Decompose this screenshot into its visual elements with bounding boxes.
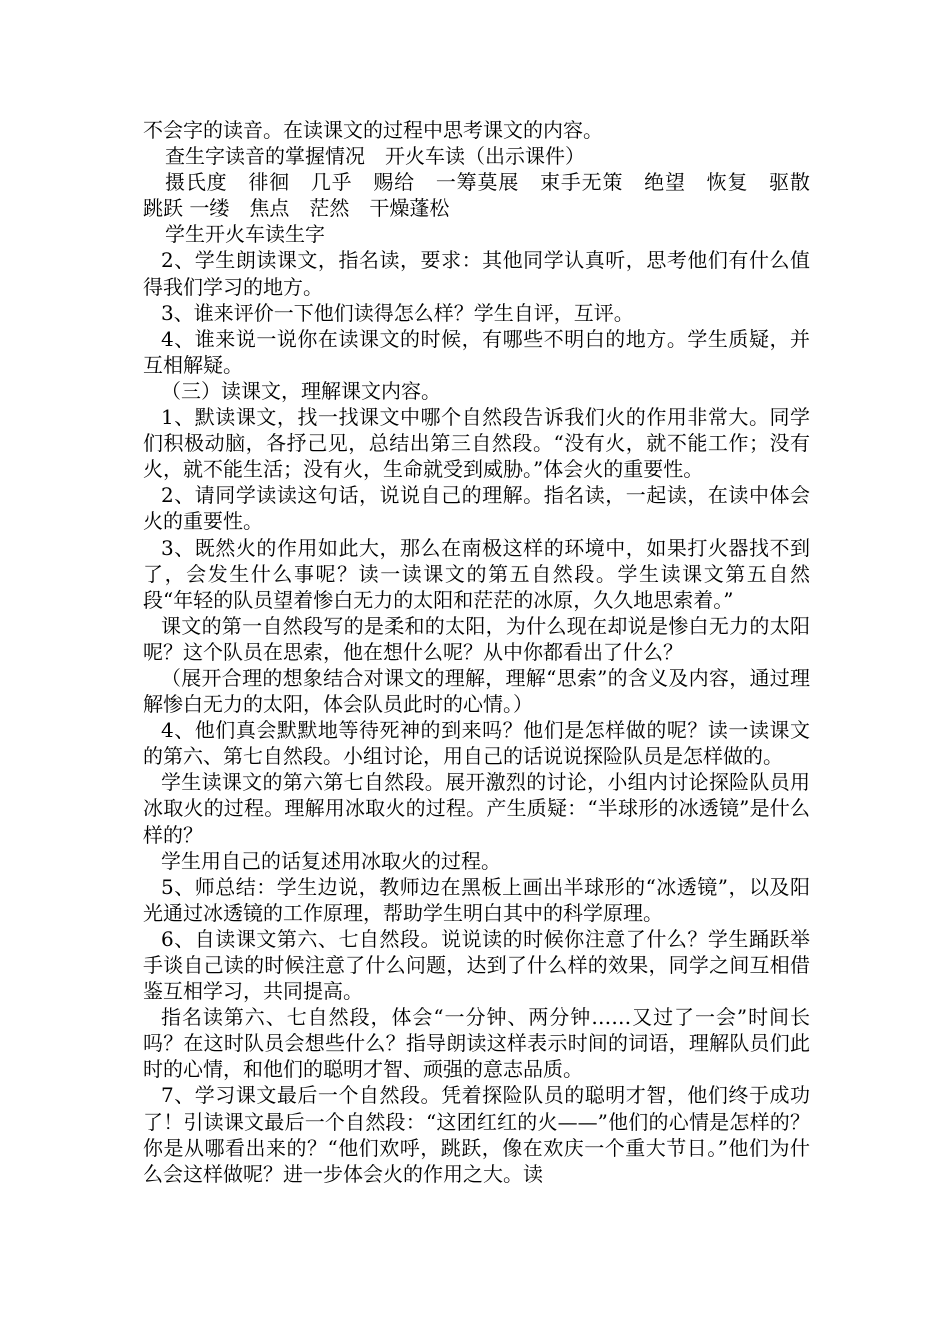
paragraph: 2、请同学读读这句话，说说自己的理解。指名读，一起读，在读中体会火的重要性。 xyxy=(143,483,810,534)
section-heading: （三）读课文，理解课文内容。 xyxy=(161,378,441,403)
paragraph: 7、学习课文最后一个自然段。凭着探险队员的聪明才智，他们终于成功了！引读课文最后一个自然段：“这团红红的火——”他们的心情是怎样的？你是从哪看出来的？“他们欢呼，跳跃，像在欢庆一个重大节日。”他们为什么会这样做呢？进一步体会火的作用之大。读 xyxy=(143,1083,810,1186)
paragraph: （展开合理的想象结合对课文的理解，理解“思索”的含义及内容，通过理解惨白无力的太阳，体会队员此时的心情。） xyxy=(143,665,810,717)
paragraph: 2、学生朗读课文，指名读，要求：其他同学认真听，思考他们有什么值得我们学习的地方。 xyxy=(143,248,810,299)
document-body xyxy=(143,117,830,1187)
paragraph: 学生读课文的第六第七自然段。展开激烈的讨论，小组内讨论探险队员用冰取火的过程。理解用冰取火的过程。产生质疑：“半球形的冰透镜”是什么样的？ xyxy=(143,770,810,847)
paragraph: 查生字读音的掌握情况 开火车读（出示课件） xyxy=(165,144,585,169)
paragraph: 5、师总结：学生边说，教师边在黑板上画出半球形的“冰透镜”，以及阳光通过冰透镜的工作原理，帮助学生明白其中的科学原理。 xyxy=(143,874,810,925)
paragraph: 3、谁来评价一下他们读得怎么样？学生自评，互评。 xyxy=(161,300,634,325)
paragraph: 6、自读课文第六、七自然段。说说读的时候你注意了什么？学生踊跃举手谈自己读的时候注意了什么问题，达到了什么样的效果，同学之间互相借鉴互相学习，共同提高。 xyxy=(143,926,810,1004)
paragraph: 课文的第一自然段写的是柔和的太阳，为什么现在却说是惨白无力的太阳呢？这个队员在思索，他在想什么呢？从中你都看出了什么？ xyxy=(143,613,810,664)
paragraph: 学生用自己的话复述用冰取火的过程。 xyxy=(161,848,501,873)
paragraph: 不会字的读音。在读课文的过程中思考课文的内容。 xyxy=(143,118,603,142)
paragraph: 4、谁来说一说你在读课文的时候，有哪些不明白的地方。学生质疑，并互相解疑。 xyxy=(143,326,810,377)
paragraph: 学生开火车读生字 xyxy=(165,222,325,247)
paragraph: 摄氏度 徘徊 几乎 赐给 一筹莫展 束手无策 绝望 恢复 驱散 跳跃 一缕 焦点 茫然 干燥蓬松 xyxy=(143,170,830,221)
paragraph: 指名读第六、七自然段，体会“一分钟、两分钟……又过了一会”时间长吗？在这时队员会想些什么？指导朗读这样表示时间的词语，理解队员们此时的心情，和他们的聪明才智、顽强的意志品质。 xyxy=(143,1005,810,1082)
paragraph: 3、既然火的作用如此大，那么在南极这样的环境中，如果打火器找不到了，会发生什么事呢？读一读课文的第五自然段。学生读课文第五自然段“年轻的队员望着惨白无力的太阳和茫茫的冰原，久久地思索着。” xyxy=(143,535,810,612)
paragraph: 4、他们真会默默地等待死神的到来吗？他们是怎样做的呢？读一读课文的第六、第七自然段。小组讨论，用自己的话说说探险队员是怎样做的。 xyxy=(143,718,810,769)
paragraph: 1、默读课文，找一找课文中哪个自然段告诉我们火的作用非常大。同学们积极动脑，各抒己见，总结出第三自然段。“没有火，就不能工作；没有火，就不能生活；没有火，生命就受到威胁。”体会火的重要性。 xyxy=(143,405,810,482)
